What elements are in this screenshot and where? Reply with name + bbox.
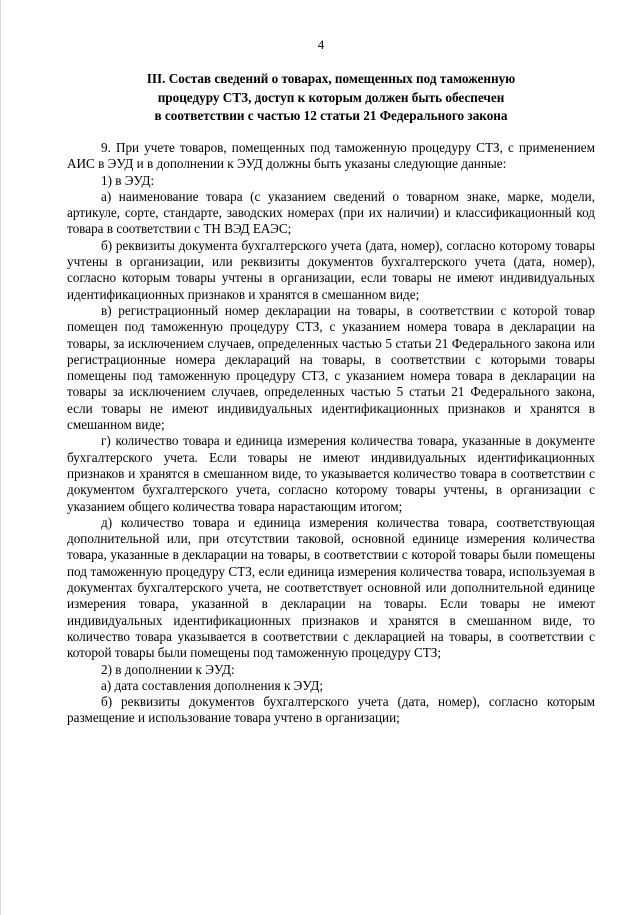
paragraph-supplement-a: а) дата составления дополнения к ЭУД;	[101, 677, 324, 693]
heading-line: III. Состав сведений о товарах, помещенных под таможенную	[146, 71, 516, 86]
paragraph-9: 9. При учете товаров, помещенных под таможенную процедуру СТЗ, с применением АИС в ЭУД и в дополнении к ЭУД должны быть указаны следующие данные:	[67, 140, 595, 172]
paragraph-b: б) реквизиты документа бухгалтерского учета (дата, номер), согласно которому товары учтены в организации, или реквизиты документов бухгалтерского учета (дата, номер), согласно которым товары учтены в организации, если товары не имеют индивидуальных идентификационных признаков и хранятся в смешанном виде;	[67, 237, 595, 302]
heading-line: процедуру СТЗ, доступ к которым должен быть обеспечен	[157, 89, 505, 105]
paragraph-v: в) регистрационный номер декларации на товары, в соответствии с которой товар помещен под таможенную процедуру СТЗ, с указанием номера товара в декларации на товары, за исключением случаев, определенных частью 5 статьи 21 Федерального закона или регистрационные номера деклараций на товары, в соответствии с которыми товары помещены под таможенную процедуру СТЗ, с указанием номера товара в декларации на товары за исключением случаев, определенных частью 5 статьи 21 Федерального закона, если товары не имеют индивидуальных идентификационных признаков и хранятся в смешанном виде;	[67, 302, 595, 433]
paragraph-d: д) количество товара и единица измерения количества товара, соответствующая дополнительной или, при отсутствии таковой, основной единице измерения количества товара, указанные в декларации на товары, в соответствии с которой товары были помещены под таможенную процедуру СТЗ, если единица измерения количества товара, используемая в документах бухгалтерского учета, не соответствует основной или дополнительной единице измерения товара, указанной в декларации на товары. Если товары не имеют индивидуальных идентификационных признаков и хранятся в смешанном виде, то количество товара указывается в соответствии с декларацией на товары, в соответствии с которой товары были помещены под таможенную процедуру СТЗ;	[67, 514, 595, 661]
page-number: 4	[317, 37, 325, 52]
paragraph-g: г) количество товара и единица измерения количества товара, указанные в документе бухгалтерского учета. Если товары не имеют индивидуальных идентификационных признаков и хранятся в смешанном виде, то указывается количество товара в соответствии с документом бухгалтерского учета, согласно которому товары учтены, в организации с указанием общего количества товара нарастающим итогом;	[67, 433, 595, 514]
paragraph-1-in-eud: 1) в ЭУД:	[101, 172, 155, 188]
heading-line: в соответствии с частью 12 статьи 21 Федерального закона	[154, 108, 508, 123]
paragraph-a: а) наименование товара (с указанием сведений о товарном знаке, марке, модели, артикуле, сорте, стандарте, заводских номерах (при их наличии) и классификационный код товара в соответствии с ТН ВЭД ЕАЭС;	[67, 188, 595, 237]
paragraph-2-supplement: 2) в дополнении к ЭУД:	[101, 661, 235, 677]
paragraph-supplement-b: б) реквизиты документов бухгалтерского учета (дата, номер), согласно которым размещение и использование товара учтено в организации;	[67, 694, 595, 726]
section-heading	[61, 70, 601, 126]
document-body	[67, 140, 595, 727]
